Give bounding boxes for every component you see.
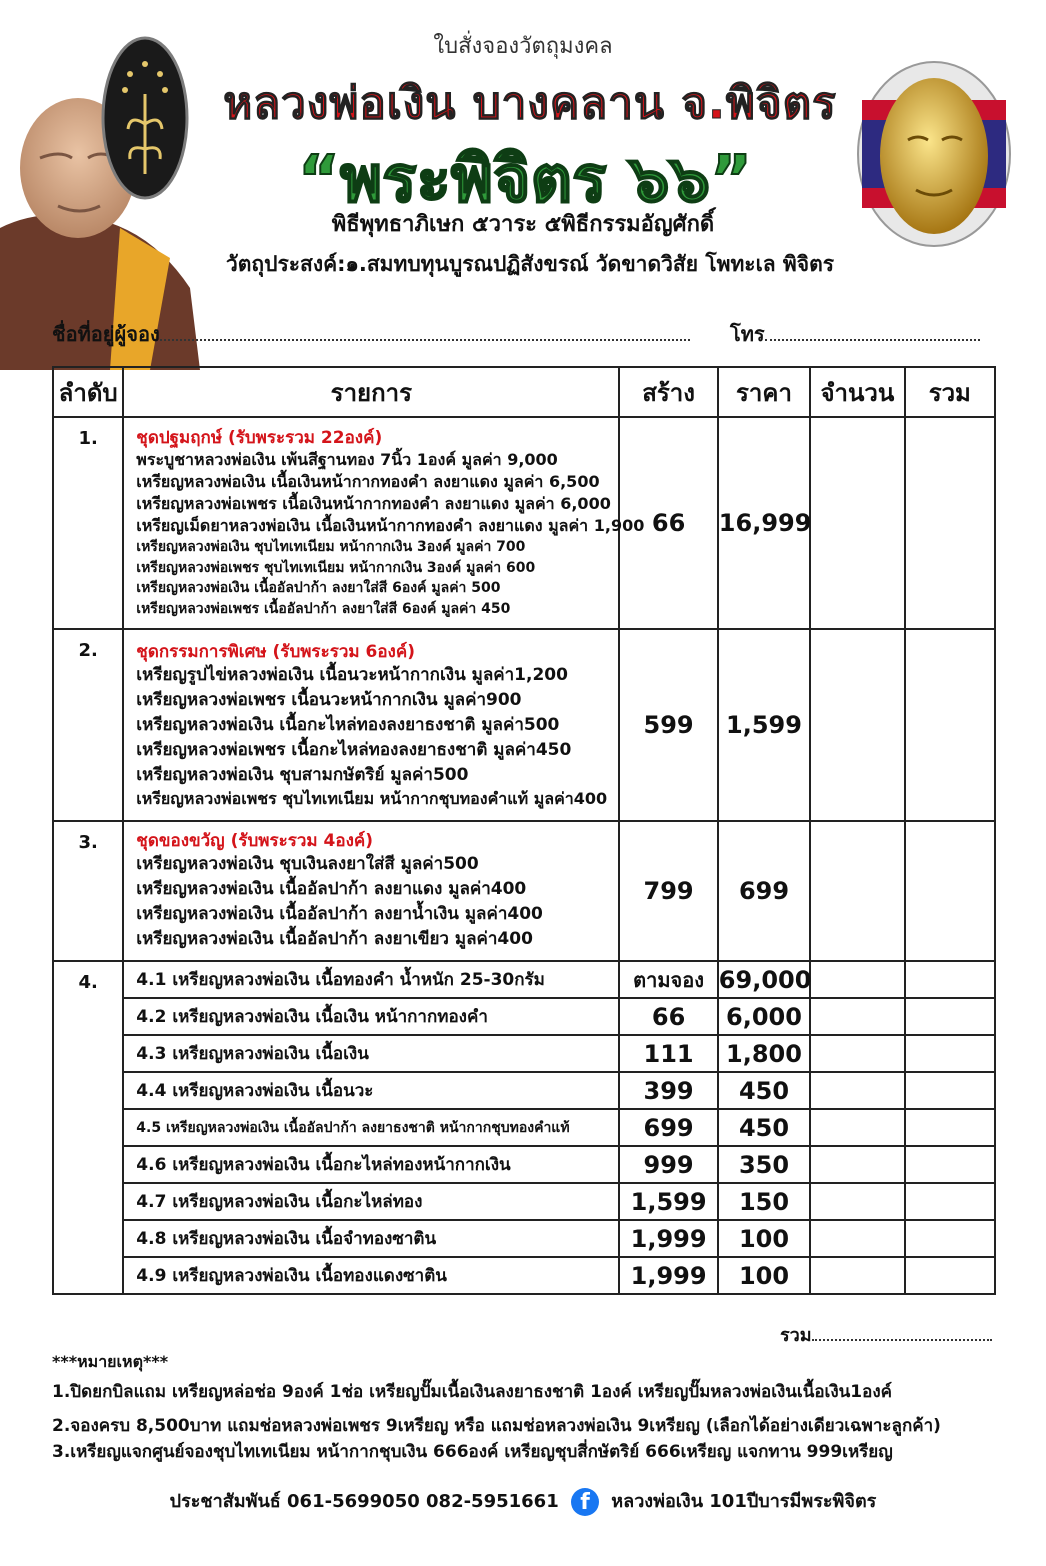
contact-line <box>0 1486 1046 1516</box>
contact-phones: ประชาสัมพันธ์ 061-5699050 082-5951661 <box>169 1491 559 1512</box>
qty-cell[interactable] <box>810 961 904 998</box>
build-count: 799 <box>619 821 717 961</box>
header-price: ราคา <box>718 367 810 417</box>
build-count: 1,999 <box>619 1257 717 1294</box>
sum-cell[interactable] <box>905 1220 995 1257</box>
qty-cell[interactable] <box>810 1072 904 1109</box>
set-line: เหรียญหลวงพ่อเงิน ชุบไทเทเนียม หน้ากากเงิน 3องค์ มูลค่า 700 <box>136 539 526 555</box>
qty-cell[interactable] <box>810 1109 904 1146</box>
set-1-items <box>123 417 645 629</box>
set-line: เหรียญหลวงพ่อเพชร เนื้ออัลปาก้า ลงยาใส่สี 6องค์ มูลค่า 450 <box>136 600 511 617</box>
set-line: เหรียญหลวงพ่อเพชร ชุบไทเทเนียม หน้ากากเงิน 3องค์ มูลค่า 600 <box>136 559 536 576</box>
single-item: 4.5 เหรียญหลวงพ่อเงิน เนื้ออัลปาก้า ลงยาธงชาติ หน้ากากชุบทองคำแท้ <box>123 1109 619 1146</box>
single-item: 4.8 เหรียญหลวงพ่อเงิน เนื้อจำทองซาติน <box>123 1220 619 1257</box>
set-line: เหรียญรูปไข่หลวงพ่อเงิน เนื้อนวะหน้ากากเงิน มูลค่า1,200 <box>136 664 568 685</box>
phone-label: โทร <box>730 322 765 346</box>
build-count: 599 <box>619 629 717 821</box>
ceremony-line: พิธีพุทธาภิเษก ๕วาระ ๕พิธีกรรมอัญศักดิ์ <box>331 212 715 237</box>
set-line: เหรียญหลวงพ่อเพชร เนื้อนวะหน้ากากเงิน มูลค่า900 <box>136 689 522 710</box>
set-3-items <box>123 821 619 961</box>
table-row <box>53 1257 995 1294</box>
set-title: ชุดปฐมฤกษ์ (รับพระรวม 22องค์) <box>136 428 383 448</box>
table-row <box>53 1035 995 1072</box>
price: 350 <box>718 1146 810 1183</box>
set-title: ชุดของขวัญ (รับพระรวม 4องค์) <box>136 831 374 851</box>
row-no: 4. <box>53 961 123 1294</box>
qty-cell[interactable] <box>810 998 904 1035</box>
build-count: 999 <box>619 1146 717 1183</box>
header-qty: จำนวน <box>810 367 904 417</box>
sum-cell[interactable] <box>905 1109 995 1146</box>
single-item: 4.1 เหรียญหลวงพ่อเงิน เนื้อทองคำ น้ำหนัก 25-30กรัม <box>123 961 619 998</box>
row-no: 1. <box>53 417 123 629</box>
build-count: 66 <box>619 417 717 629</box>
price: 100 <box>718 1257 810 1294</box>
set-line: เหรียญเม็ดยาหลวงพ่อเงิน เนื้อเงินหน้ากากทองคำ ลงยาแดง มูลค่า 1,900 <box>136 516 645 535</box>
single-item: 4.2 เหรียญหลวงพ่อเงิน เนื้อเงิน หน้ากากทองคำ <box>123 998 619 1035</box>
header-sum: รวม <box>905 367 995 417</box>
price: 16,999 <box>718 417 810 629</box>
price: 6,000 <box>718 998 810 1035</box>
set-line: เหรียญหลวงพ่อเงิน เนื้อกะไหล่ทองลงยาธงชาติ มูลค่า500 <box>136 714 560 735</box>
price: 150 <box>718 1183 810 1220</box>
build-count: 699 <box>619 1109 717 1146</box>
facebook-icon[interactable]: f <box>571 1488 599 1516</box>
price: 69,000 <box>718 961 810 998</box>
price: 100 <box>718 1220 810 1257</box>
note-2: 2.จองครบ 8,500บาท แถมช่อหลวงพ่อเพชร 9เหรียญ หรือ แถมช่อหลวงพ่อเงิน 9เหรียญ (เลือกได้อย่างเดียวเฉพาะลูกค้า) <box>52 1416 941 1436</box>
table-row <box>53 1220 995 1257</box>
sum-cell[interactable] <box>905 1072 995 1109</box>
qty-cell[interactable] <box>810 1220 904 1257</box>
build-count: 1,599 <box>619 1183 717 1220</box>
build-count: ตามจอง <box>619 961 717 998</box>
set-line: เหรียญหลวงพ่อเงิน เนื้ออัลปาก้า ลงยาเขียว มูลค่า400 <box>136 929 533 949</box>
table-header-row <box>53 367 995 417</box>
table-row <box>53 1072 995 1109</box>
order-table <box>52 366 996 1295</box>
notes-title: ***หมายเหตุ*** <box>52 1352 169 1371</box>
sum-cell[interactable] <box>905 998 995 1035</box>
price: 1,599 <box>718 629 810 821</box>
name-address-label: ชื่อที่อยู่ผู้จอง <box>52 322 160 346</box>
page-subtitle: “พระพิจิตร ๖๖” <box>297 143 753 217</box>
sum-cell[interactable] <box>905 1183 995 1220</box>
header-build: สร้าง <box>619 367 717 417</box>
sum-cell[interactable] <box>905 629 995 821</box>
single-item: 4.6 เหรียญหลวงพ่อเงิน เนื้อกะไหล่ทองหน้ากากเงิน <box>123 1146 619 1183</box>
set-line: เหรียญหลวงพ่อเพชร เนื้อกะไหล่ทองลงยาธงชาติ มูลค่า450 <box>136 739 572 760</box>
set-line: เหรียญหลวงพ่อเงิน เนื้ออัลปาก้า ลงยาใส่สี 6องค์ มูลค่า 500 <box>136 580 501 596</box>
name-address-field[interactable] <box>52 318 690 350</box>
set-title: ชุดกรรมการพิเศษ (รับพระรวม 6องค์) <box>136 641 415 662</box>
row-no: 2. <box>53 629 123 821</box>
qty-cell[interactable] <box>810 1146 904 1183</box>
header-item: รายการ <box>123 367 619 417</box>
table-row <box>53 998 995 1035</box>
note-1: 1.ปิดยกบิลแถม เหรียญหล่อช่อ 9องค์ 1ช่อ เหรียญปั๊มเนื้อเงินลงยาธงชาติ 1องค์ เหรียญปั๊มหลวงพ่อเงินเนื้อเงิน1องค์ <box>52 1382 893 1402</box>
qty-cell[interactable] <box>810 1257 904 1294</box>
build-count: 399 <box>619 1072 717 1109</box>
total-label: รวม <box>780 1325 812 1346</box>
row-no: 3. <box>53 821 123 961</box>
sum-cell[interactable] <box>905 821 995 961</box>
header-no: ลำดับ <box>53 367 123 417</box>
single-item: 4.4 เหรียญหลวงพ่อเงิน เนื้อนวะ <box>123 1072 619 1109</box>
set-line: เหรียญหลวงพ่อเงิน เนื้ออัลปาก้า ลงยาแดง มูลค่า400 <box>136 879 527 899</box>
table-row <box>53 961 995 998</box>
sum-cell[interactable] <box>905 961 995 998</box>
qty-cell[interactable] <box>810 821 904 961</box>
set-line: พระบูชาหลวงพ่อเงิน เพ้นสีฐานทอง 7นิ้ว 1องค์ มูลค่า 9,000 <box>136 450 558 469</box>
set-line: เหรียญหลวงพ่อเพชร ชุบไทเทเนียม หน้ากากชุบทองคำแท้ มูลค่า400 <box>136 788 608 808</box>
sum-cell[interactable] <box>905 1257 995 1294</box>
table-row <box>53 1183 995 1220</box>
table-row <box>53 1146 995 1183</box>
set-line: เหรียญหลวงพ่อเงิน ชุบสามกษัตริย์ มูลค่า500 <box>136 764 469 785</box>
purpose-line: วัตถุประสงค์:๑.สมทบทุนบูรณปฏิสังขรณ์ วัดขาดวิสัย โพทะเล พิจิตร <box>225 252 834 276</box>
sum-cell[interactable] <box>905 1146 995 1183</box>
single-item: 4.3 เหรียญหลวงพ่อเงิน เนื้อเงิน <box>123 1035 619 1072</box>
sum-cell[interactable] <box>905 1035 995 1072</box>
qty-cell[interactable] <box>810 1183 904 1220</box>
build-count: 1,999 <box>619 1220 717 1257</box>
table-row-set-3 <box>53 821 995 961</box>
set-2-items <box>123 629 619 821</box>
price: 450 <box>718 1072 810 1109</box>
single-item: 4.7 เหรียญหลวงพ่อเงิน เนื้อกะไหล่ทอง <box>123 1183 619 1220</box>
sum-cell[interactable] <box>905 417 995 629</box>
set-line: เหรียญหลวงพ่อเงิน เนื้อเงินหน้ากากทองคำ ลงยาแดง มูลค่า 6,500 <box>136 472 600 491</box>
phone-field[interactable] <box>730 318 980 350</box>
set-line: เหรียญหลวงพ่อเงิน เนื้ออัลปาก้า ลงยาน้ำเงิน มูลค่า400 <box>136 904 543 924</box>
qty-cell[interactable] <box>810 417 904 629</box>
price: 699 <box>718 821 810 961</box>
single-item: 4.9 เหรียญหลวงพ่อเงิน เนื้อทองแดงซาติน <box>123 1257 619 1294</box>
table-row <box>53 1109 995 1146</box>
facebook-page-name[interactable]: หลวงพ่อเงิน 101ปีบารมีพระพิจิตร <box>611 1491 877 1512</box>
qty-cell[interactable] <box>810 1035 904 1072</box>
build-count: 66 <box>619 998 717 1035</box>
table-row-set-2 <box>53 629 995 821</box>
set-line: เหรียญหลวงพ่อเพชร เนื้อเงินหน้ากากทองคำ ลงยาแดง มูลค่า 6,000 <box>136 494 611 513</box>
form-label: ใบสั่งจองวัตถุมงคล <box>433 34 613 59</box>
page-title: หลวงพ่อเงิน บางคลาน จ.พิจิตร <box>223 78 837 129</box>
grand-total-field[interactable] <box>780 1320 992 1349</box>
build-count: 111 <box>619 1035 717 1072</box>
set-line: เหรียญหลวงพ่อเงิน ชุบเงินลงยาใส่สี มูลค่า500 <box>136 854 479 874</box>
table-row-set-1 <box>53 417 995 629</box>
qty-cell[interactable] <box>810 629 904 821</box>
note-3: 3.เหรียญแจกศูนย์จองชุบไทเทเนียม หน้ากากชุบเงิน 666องค์ เหรียญชุบสี่กษัตริย์ 666เหรียญ แจกทาน 999เหรียญ <box>52 1442 893 1462</box>
price: 1,800 <box>718 1035 810 1072</box>
price: 450 <box>718 1109 810 1146</box>
